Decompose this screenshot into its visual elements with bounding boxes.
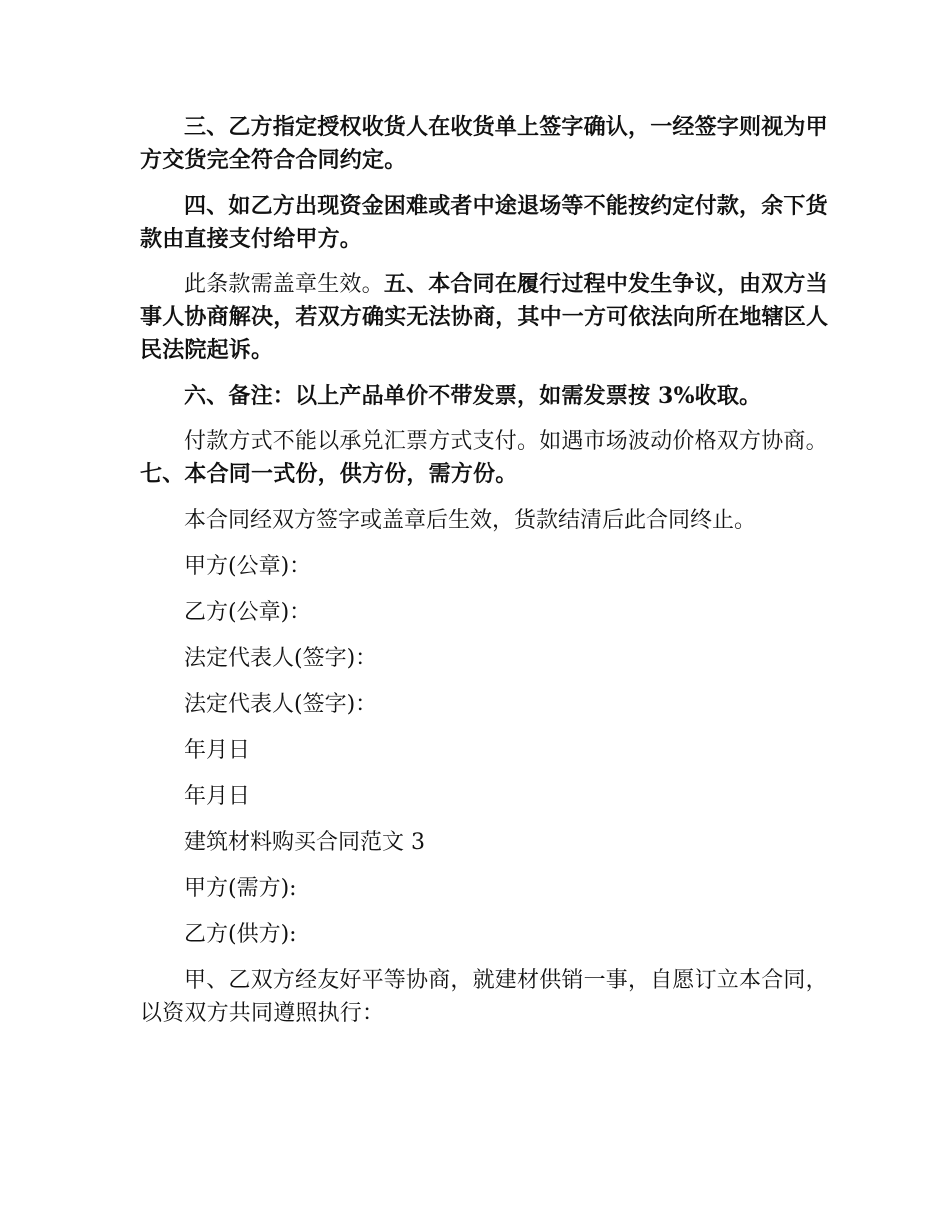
party-a-buyer-line: 甲方(需方): xyxy=(184,875,297,901)
representative-signature-line-1: 法定代表人(签字)： xyxy=(184,645,378,671)
party-a-seal-line: 甲方(公章)： xyxy=(184,553,312,579)
party-b-seal-line: 乙方(公章)： xyxy=(184,599,312,625)
clause-five-paragraph xyxy=(140,268,830,367)
intro-paragraph: 甲、乙双方经友好平等协商，就建材供销一事，自愿订立本合同，以资双方共同遵照执行： xyxy=(140,967,828,1026)
clause-seven-paragraph xyxy=(140,425,830,491)
effect-clause: 本合同经双方签字或盖章后生效，货款结清后此合同终止。 xyxy=(184,507,757,533)
document-page xyxy=(140,111,830,1042)
seal-note: 此条款需盖章生效。 xyxy=(184,272,384,297)
representative-signature-line-2: 法定代表人(签字)： xyxy=(184,691,378,717)
party-b-seller-line: 乙方(供方): xyxy=(184,921,297,947)
clause-five: 五、本合同在履行过程中发生争议，由双方当事人协商解决，若双方确实无法协商，其中一方可依法向所在地辖区人民法院起诉。 xyxy=(140,271,829,363)
clause-four: 四、如乙方出现资金困难或者中途退场等不能按约定付款，余下货款由直接支付给甲方。 xyxy=(140,192,828,252)
clause-six: 六、备注：以上产品单价不带发票，如需发票按 3%收取。 xyxy=(184,382,762,409)
payment-method-note: 付款方式不能以承兑汇票方式支付。如遇市场波动价格双方协商。 xyxy=(184,429,828,454)
date-line-1: 年月日 xyxy=(184,737,251,763)
document-title: 建筑材料购买合同范文 3 xyxy=(184,829,425,855)
clause-seven: 七、本合同一式份，供方份，需方份。 xyxy=(140,461,518,487)
date-line-2: 年月日 xyxy=(184,783,251,809)
clause-three: 三、乙方指定授权收货人在收货单上签字确认，一经签字则视为甲方交货完全符合合同约定。 xyxy=(140,114,828,173)
